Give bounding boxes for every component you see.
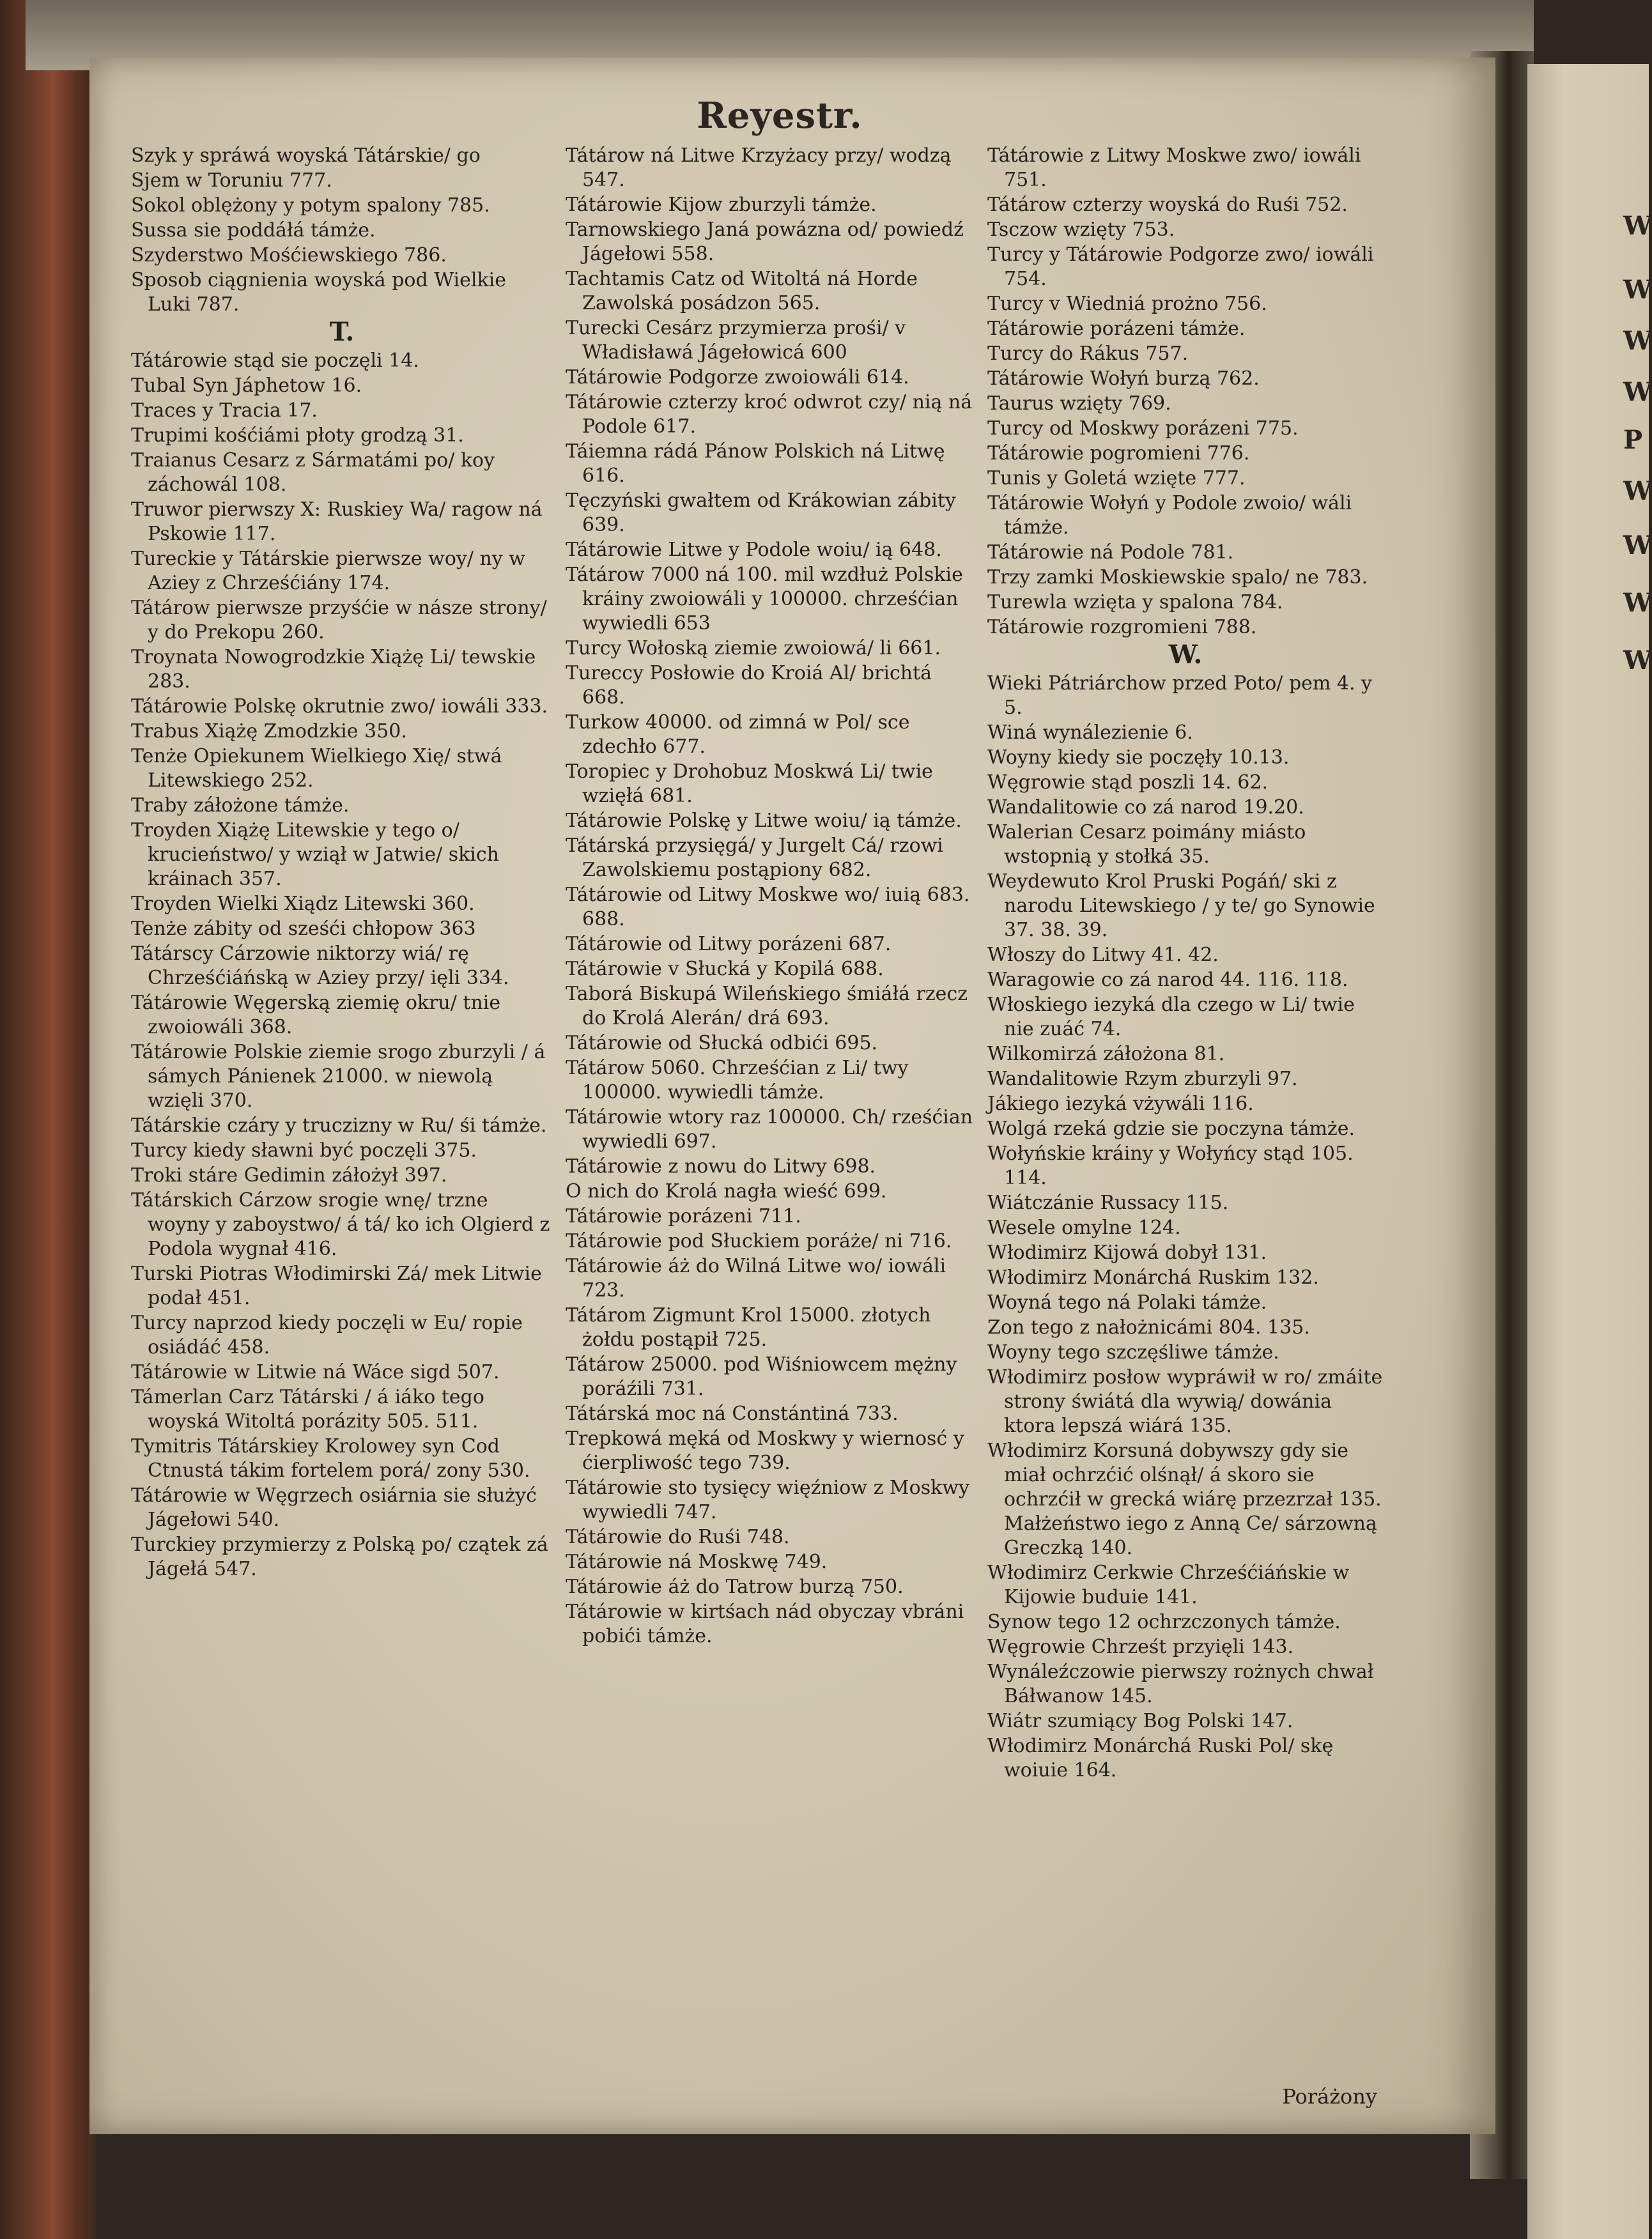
index-entry: Turewla wzięta y spalona 784. xyxy=(987,591,1283,613)
index-entry: Trzy zamki Moskiewskie spalo/ ne 783. xyxy=(987,566,1368,589)
next-page-fragment: W xyxy=(1623,275,1652,305)
index-entry: Woyná tego ná Polaki támże. xyxy=(987,1291,1267,1314)
index-entry: Turcy naprzod kiedy poczęli w Eu/ ropie osiádáć 458. xyxy=(131,1312,523,1358)
next-page-fragment: W xyxy=(1623,476,1652,506)
index-entry: Wesele omylne 124. xyxy=(987,1217,1181,1239)
index-entry: Toropiec y Drohobuz Moskwá Li/ twie wzięłá 681. xyxy=(566,760,933,807)
index-entry: Tátárowie Polskę okrutnie zwo/ iowáli 333. xyxy=(131,695,548,718)
index-entry: Waragowie co zá narod 44. 116. 118. xyxy=(987,969,1348,991)
index-entry: Woyny kiedy sie poczęły 10.13. xyxy=(987,746,1290,769)
index-entry: Włodimirz Kijowá dobył 131. xyxy=(987,1242,1267,1264)
index-entry: Wandalitowie co zá narod 19.20. xyxy=(987,796,1304,819)
index-entry: Tubal Syn Jáphetow 16. xyxy=(131,374,362,397)
index-entry: Tsczow wzięty 753. xyxy=(987,219,1175,241)
index-entry: Włodimirz Cerkwie Chrześćiáńskie w Kijowie buduie 141. xyxy=(987,1562,1350,1608)
next-page-fragment: P xyxy=(1623,425,1643,455)
next-page-fragment: W xyxy=(1623,588,1652,618)
index-entry: Sjem w Toruniu 777. xyxy=(131,169,332,192)
index-entry: Tátárowie áż do Tatrow burzą 750. xyxy=(566,1576,904,1598)
index-entry: Tátárowie z Litwy Moskwe zwo/ iowáli 751. xyxy=(987,144,1361,191)
index-entry: Tátárom Zigmunt Krol 15000. złotych żołdu postąpił 725. xyxy=(566,1304,931,1351)
index-entry: Tátárowie stąd sie poczęli 14. xyxy=(131,350,419,372)
page-title: Reyestr. xyxy=(697,95,863,137)
index-entry: Turcy do Rákus 757. xyxy=(987,342,1189,365)
index-entry: Taurus wzięty 769. xyxy=(987,392,1171,415)
index-entry: Tátárowie od Litwy porázeni 687. xyxy=(566,933,892,955)
index-entry: Jákiego iezyká vżywáli 116. xyxy=(987,1093,1254,1115)
index-entry: Wandalitowie Rzym zburzyli 97. xyxy=(987,1068,1298,1090)
index-entry: Troyden Xiążę Litewskie y tego o/ krucieństwo/ y wziął w Jatwie/ skich kráinach 357. xyxy=(131,819,500,890)
index-column-2 xyxy=(566,144,978,1649)
index-entry: Włoszy do Litwy 41. 42. xyxy=(987,944,1219,966)
index-entry: Wynáleźczowie pierwszy rożnych chwał Báłwanow 145. xyxy=(987,1661,1374,1707)
index-entry: Tátárowie czterzy kroć odwrot czy/ nią ná Podole 617. xyxy=(566,391,973,438)
index-entry: Tátárowie w Węgrzech osiárnia sie służyć Jágełowi 540. xyxy=(131,1484,537,1531)
index-entry: Trepkowá męká od Moskwy y wiernosć y ćierpliwość tego 739. xyxy=(566,1427,964,1474)
index-entry: Támerlan Carz Tátárski / á iáko tego woyská Witoltá porázity 505. 511. xyxy=(131,1386,484,1433)
index-entry: Troynata Nowogrodzkie Xiążę Li/ tewskie 283. xyxy=(131,646,536,693)
index-entry: Troyden Wielki Xiądz Litewski 360. xyxy=(131,893,475,915)
index-entry: Tátárowie Wołyń burzą 762. xyxy=(987,367,1260,390)
index-entry: Turcy v Wiedniá prożno 756. xyxy=(987,293,1267,315)
index-entry: Tátárowie porázeni támże. xyxy=(987,318,1246,340)
index-entry: Turcy y Tátárowie Podgorze zwo/ iowáli 754. xyxy=(987,243,1374,290)
section-letter: W. xyxy=(1168,640,1203,670)
index-entry: Tátárskie czáry y truczizny w Ru/ śi támże. xyxy=(131,1114,547,1137)
index-entry: Trupimi kośćiámi płoty grodzą 31. xyxy=(131,424,464,447)
index-entry: Tátárowie z nowu do Litwy 698. xyxy=(566,1155,876,1178)
index-entry: Tenże zábity od sześći chłopow 363 xyxy=(131,918,476,940)
index-entry: Tátárowie sto tysięcy więźniow z Moskwy wywiedli 747. xyxy=(566,1477,969,1523)
index-entry: O nich do Krolá nagła wieść 699. xyxy=(566,1180,887,1203)
index-entry: Tureccy Posłowie do Kroiá Al/ brichtá 668. xyxy=(566,662,932,709)
index-entry: Tátárowie od Słucká odbići 695. xyxy=(566,1032,878,1054)
index-entry: Sussa sie poddáłá támże. xyxy=(131,219,376,242)
index-entry: Táiemna rádá Pánow Polskich ná Litwę 616. xyxy=(566,440,945,487)
index-entry: Szyk y spráwá woyská Tátárskie/ go xyxy=(131,144,481,167)
next-page-fragment: W xyxy=(1623,530,1652,560)
index-entry: Wiátr szumiący Bog Polski 147. xyxy=(987,1710,1293,1732)
index-entry: Tátárow czterzy woyská do Ruśi 752. xyxy=(987,194,1348,216)
index-entry: Tátárowie pogromieni 776. xyxy=(987,442,1250,465)
index-entry: Traianus Cesarz z Sármatámi po/ koy záchowál 108. xyxy=(131,449,495,496)
index-entry: Taborá Biskupá Wileńskiego śmiáłá rzecz do Krolá Alerán/ drá 693. xyxy=(566,983,968,1029)
next-page-fragment: W xyxy=(1623,326,1652,356)
section-letter: T. xyxy=(329,317,355,347)
index-entry: Zon tego z nałożnicámi 804. 135. xyxy=(987,1316,1310,1339)
index-entry: Tátárowie Węgerską ziemię okru/ tnie zwoiowáli 368. xyxy=(131,992,501,1038)
index-entry: Tátárowie v Słucká y Kopilá 688. xyxy=(566,958,884,980)
index-entry: Tátárow 5060. Chrześćian z Li/ twy 100000. wywiedli támże. xyxy=(566,1057,909,1104)
index-entry: Wieki Pátriárchow przed Poto/ pem 4. y 5. xyxy=(987,672,1372,719)
index-entry: Winá wynálezienie 6. xyxy=(987,721,1193,744)
index-entry: Tunis y Goletá wzięte 777. xyxy=(987,467,1246,489)
index-entry: Włoskiego iezyká dla czego w Li/ twie nie zuáć 74. xyxy=(987,994,1355,1040)
index-entry: Tátárowie ná Moskwę 749. xyxy=(566,1551,828,1573)
index-entry: Tátárskich Cárzow srogie wnę/ trzne woyny y zaboystwo/ á tá/ ko ich Olgierd z Podola wygnał 416. xyxy=(131,1189,550,1260)
index-entry: Woyny tego szczęśliwe támże. xyxy=(987,1341,1279,1364)
index-entry: Tenże Opiekunem Wielkiego Xię/ stwá Litewskiego 252. xyxy=(131,745,502,792)
index-entry: Tarnowskiego Janá powázna od/ powiedź Jágełowi 558. xyxy=(566,219,964,265)
index-entry: Trabus Xiążę Zmodzkie 350. xyxy=(131,720,407,742)
index-entry: Tátárowie Polskie ziemie srogo zburzyli / á sámych Pánienek 21000. w niewolą wzięli 370. xyxy=(131,1041,546,1112)
index-entry: Tátárowie do Ruśi 748. xyxy=(566,1526,790,1548)
index-entry: Wiátczánie Russacy 115. xyxy=(987,1192,1229,1214)
index-entry: Tátárscy Cárzowie niktorzy wiá/ rę Chrześćiáńską w Aziey przy/ ięli 334. xyxy=(131,943,509,989)
index-entry: Tátárow pierwsze przyśćie w násze strony/ y do Prekopu 260. xyxy=(131,597,547,643)
catchword: Poráżony xyxy=(1282,2084,1377,2109)
index-entry: Tátárowie rozgromieni 788. xyxy=(987,616,1257,638)
index-entry: Tátárow ná Litwe Krzyżacy przy/ wodzą 547. xyxy=(566,144,952,191)
index-entry: Tureckie y Tátárskie pierwsze woy/ ny w Aziey z Chrześćiány 174. xyxy=(131,548,525,594)
index-entry: Tátárowie w kirtśach nád obyczay vbráni pobići támże. xyxy=(566,1601,964,1647)
index-entry: Włodimirz Monárchá Ruskim 132. xyxy=(987,1266,1319,1289)
index-entry: Tátárowie Litwe y Podole woiu/ ią 648. xyxy=(566,539,942,561)
book-edge-left xyxy=(0,0,96,2239)
next-page-fragment: W xyxy=(1623,377,1652,407)
index-entry: Włodimirz Monárchá Ruski Pol/ skę woiuie 164. xyxy=(987,1735,1334,1781)
index-entry: Tátárowie Polskę y Litwe woiu/ ią támże. xyxy=(566,810,962,832)
index-entry: Weydewuto Krol Pruski Pogáń/ ski z narodu Litewskiego / y te/ go Synowie 37. 38. 39. xyxy=(987,870,1375,941)
index-entry: Tęczyński gwałtem od Krákowian zábity 639. xyxy=(566,489,956,536)
index-entry: Tátárská przysięgá/ y Jurgelt Cá/ rzowi Zawolskiemu postąpiony 682. xyxy=(566,835,943,881)
index-entry: Tátárowie áż do Wilná Litwe wo/ iowáli 723. xyxy=(566,1255,946,1302)
index-entry: Tátárow 7000 ná 100. mil wzdłuż Polskie kráiny zwoiowáli y 100000. chrześćian wywiedli 653 xyxy=(566,564,963,635)
index-entry: Tátárowie wtory raz 100000. Ch/ rześćian wywiedli 697. xyxy=(566,1106,973,1153)
index-entry: Tátárowie ná Podole 781. xyxy=(987,541,1234,564)
index-entry: Turcy od Moskwy porázeni 775. xyxy=(987,417,1299,440)
index-entry: Tachtamis Catz od Witoltá ná Horde Zawolská posádzon 565. xyxy=(566,268,918,314)
index-entry: Sposob ciągnienia woyská pod Wielkie Luki 787. xyxy=(131,269,506,316)
index-entry: Truwor pierwszy X: Ruskiey Wa/ ragow ná Pskowie 117. xyxy=(131,498,543,545)
index-entry: Tátárowie porázeni 711. xyxy=(566,1205,801,1227)
index-entry: Wilkomirzá záłożona 81. xyxy=(987,1043,1225,1065)
index-column-3 xyxy=(987,144,1384,1783)
index-column-1 xyxy=(131,144,553,1582)
index-entry: Sokol oblężony y potym spalony 785. xyxy=(131,194,490,217)
index-entry: Tymitris Tátárskiey Krolowey syn Cod Ctnustá tákim fortelem porá/ zony 530. xyxy=(131,1435,530,1482)
index-entry: Tátárow 25000. pod Wiśniowcem mężny poráźili 731. xyxy=(566,1353,957,1400)
next-page-fragment: W xyxy=(1623,645,1652,675)
index-entry: Traces y Tracia 17. xyxy=(131,399,318,422)
index-entry: Tátárowie pod Słuckiem poráże/ ni 716. xyxy=(566,1230,952,1252)
index-entry: Tátárowie Podgorze zwoiowáli 614. xyxy=(566,366,909,389)
index-entry: Tátárowie od Litwy Moskwe wo/ iuią 683. 688. xyxy=(566,884,970,930)
index-entry: Turckiey przymierzy z Polską po/ czątek zá Jágełá 547. xyxy=(131,1534,548,1580)
index-entry: Traby záłożone támże. xyxy=(131,794,350,817)
index-entry: Turcy Wołoską ziemie zwoiowá/ li 661. xyxy=(566,637,941,659)
index-entry: Tátárská moc ná Constántiná 733. xyxy=(566,1403,899,1425)
index-entry: Turecki Cesárz przymierza prośi/ v Władisławá Jágełowicá 600 xyxy=(566,317,906,364)
index-entry: Węgrowie stąd poszli 14. 62. xyxy=(987,771,1268,794)
index-entry: Włodimirz Korsuná dobywszy gdy sie miał ochrzćić olśnął/ á skoro sie ochrzćił w grecká wiárę przezrzał 135. Małżeństwo iego z Anną Ce/ sárzowną Greczką 140. xyxy=(987,1440,1382,1559)
index-entry: Wołyńskie kráiny y Wołyńcy stąd 105. 114. xyxy=(987,1143,1354,1189)
index-entry: Turski Piotras Włodimirski Zá/ mek Litwie podał 451. xyxy=(131,1263,542,1309)
index-entry: Synow tego 12 ochrzczonych támże. xyxy=(987,1611,1341,1633)
index-entry: Wolgá rzeká gdzie sie poczyna támże. xyxy=(987,1118,1355,1140)
index-entry: Tátárowie w Litwie ná Wáce sigd 507. xyxy=(131,1361,500,1383)
index-entry: Turcy kiedy sławni być poczęli 375. xyxy=(131,1139,477,1162)
index-entry: Walerian Cesarz poimány miásto wstopnią y stołká 35. xyxy=(987,821,1306,868)
index-entry: Tátárowie Wołyń y Podole zwoio/ wáli támże. xyxy=(987,492,1352,539)
index-entry: Węgrowie Chrześt przyięli 143. xyxy=(987,1636,1294,1658)
index-entry: Tátárowie Kijow zburzyli támże. xyxy=(566,194,877,216)
index-entry: Troki stáre Gedimin záłożył 397. xyxy=(131,1164,447,1187)
index-entry: Szyderstwo Mośćiewskiego 786. xyxy=(131,244,447,266)
index-entry: Włodimirz posłow wypráwił w ro/ zmáite strony świátá dla wywią/ dowánia ktora lepszá wiárá 135. xyxy=(987,1366,1383,1437)
next-page-fragment: W xyxy=(1623,211,1652,241)
index-entry: Turkow 40000. od zimná w Pol/ sce zdechło 677. xyxy=(566,711,910,758)
